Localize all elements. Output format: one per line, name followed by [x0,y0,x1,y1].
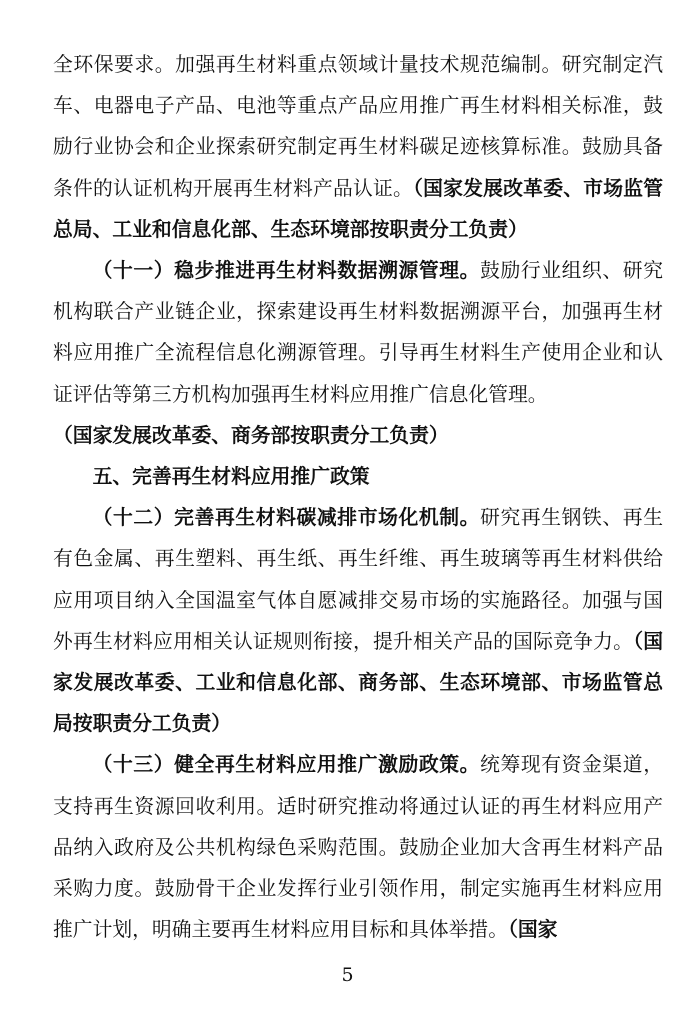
item-13-responsible-start: （国家 [507,918,558,942]
item-12-title: 完善再生材料碳减排市场化机制。 [174,506,481,530]
section-heading: 五、完善再生材料应用推广政策 [92,465,370,489]
item-12-number: （十二） [92,506,175,530]
item-11-number: （十一） [92,259,175,283]
item-11-responsible-line [53,415,663,456]
item-11-responsible: （国家发展改革委、商务部按职责分工负责） [53,423,449,447]
item-13-number: （十三） [92,753,175,777]
item-12-responsible: （国家发展改革委、工业和信息化部、商务部、生态环境部、市场监管总局按职责分工负责） [53,629,663,736]
item-11-title: 稳步推进再生材料数据溯源管理。 [174,259,481,283]
item-11-body: 鼓励行业组织、研究机构联合产业链企业，探索建设再生材料数据溯源平台，加强再生材料应用推广全流程信息化溯源管理。引导再生材料生产使用企业和认证评估等第三方机构加强再生材料应用推广信息化管理。 [53,259,663,406]
item-13 [53,744,663,950]
page-number: 5 [341,964,354,986]
item-12 [53,497,663,744]
item-11 [53,250,663,415]
paragraph-continuation [53,44,663,250]
item-13-title: 健全再生材料应用推广激励政策。 [174,753,481,777]
paragraph-text: 全环保要求。加强再生材料重点领域计量技术规范编制。研究制定汽车、电器电子产品、电池等重点产品应用推广再生材料相关标准，鼓励行业协会和企业探索研究制定再生材料碳足迹核算标准。鼓励具备条件的认证机构开展再生材料产品认证。 [53,53,663,200]
item-12-body: 研究再生钢铁、再生有色金属、再生塑料、再生纸、再生纤维、再生玻璃等再生材料供给应用项目纳入全国温室气体自愿减排交易市场的实施路径。加强与国外再生材料应用相关认证规则衔接，提升相关产品的国际竞争力。 [53,506,663,653]
responsible-departments: （国家发展改革委、市场监管总局、工业和信息化部、生态环境部按职责分工负责） [53,176,663,241]
body-text [53,44,663,950]
item-13-body: 统筹现有资金渠道，支持再生资源回收利用。适时研究推动将通过认证的再生材料应用产品纳入政府及公共机构绿色采购范围。鼓励企业加大含再生材料产品采购力度。鼓励骨干企业发挥行业引领作用，制定实施再生材料应用推广计划，明确主要再生材料应用目标和具体举措。 [53,753,663,942]
